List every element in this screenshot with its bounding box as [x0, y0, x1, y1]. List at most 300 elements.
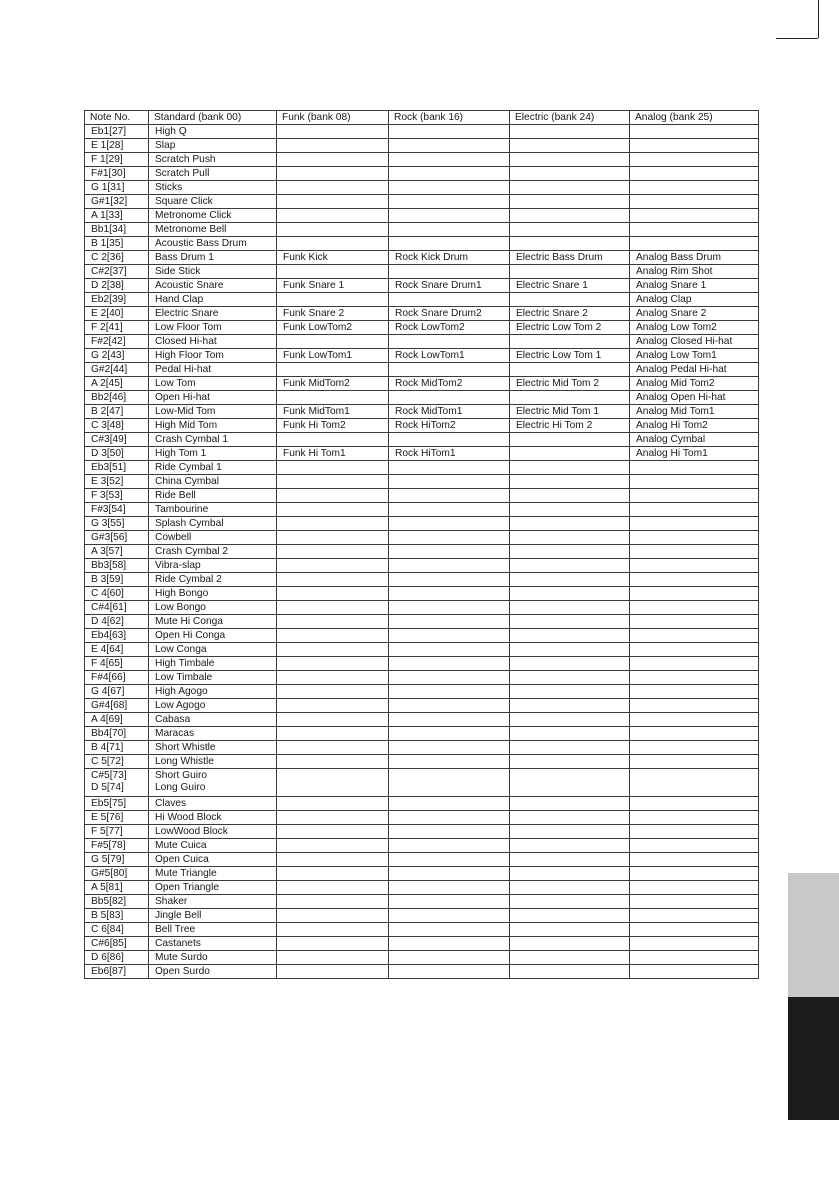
standard-cell: High Tom 1	[149, 447, 277, 461]
rock-cell	[389, 769, 510, 797]
funk-cell	[277, 699, 389, 713]
electric-cell	[510, 741, 630, 755]
table-row	[85, 965, 759, 979]
table-row	[85, 769, 759, 797]
rock-cell	[389, 853, 510, 867]
electric-cell	[510, 167, 630, 181]
funk-cell	[277, 531, 389, 545]
header-funk: Funk (bank 08)	[277, 111, 389, 125]
funk-cell	[277, 951, 389, 965]
rock-cell	[389, 587, 510, 601]
analog-cell	[630, 755, 759, 769]
standard-cell: Low Timbale	[149, 671, 277, 685]
note-cell: C 2[36]	[85, 251, 149, 265]
analog-cell	[630, 909, 759, 923]
analog-cell	[630, 713, 759, 727]
note-cell: Bb2[46]	[85, 391, 149, 405]
funk-cell	[277, 601, 389, 615]
electric-cell	[510, 531, 630, 545]
note-cell: Eb4[63]	[85, 629, 149, 643]
note-cell: F 4[65]	[85, 657, 149, 671]
note-cell: C#6[85]	[85, 937, 149, 951]
rock-cell	[389, 839, 510, 853]
funk-cell	[277, 629, 389, 643]
rock-cell: Rock Kick Drum	[389, 251, 510, 265]
rock-cell: Rock MidTom2	[389, 377, 510, 391]
standard-cell: Scratch Push	[149, 153, 277, 167]
rock-cell	[389, 881, 510, 895]
analog-cell	[630, 545, 759, 559]
funk-cell	[277, 769, 389, 797]
standard-cell: Closed Hi-hat	[149, 335, 277, 349]
analog-cell	[630, 209, 759, 223]
standard-cell: Cabasa	[149, 713, 277, 727]
electric-cell	[510, 153, 630, 167]
standard-cell-line: Long Guiro	[155, 782, 206, 793]
note-cell: F#1[30]	[85, 167, 149, 181]
funk-cell	[277, 559, 389, 573]
table-row	[85, 867, 759, 881]
standard-cell: Hand Clap	[149, 293, 277, 307]
standard-cell: Open Surdo	[149, 965, 277, 979]
funk-cell	[277, 517, 389, 531]
rock-cell	[389, 867, 510, 881]
table-row	[85, 741, 759, 755]
note-cell: F 1[29]	[85, 153, 149, 167]
table-row	[85, 797, 759, 811]
note-cell: A 5[81]	[85, 881, 149, 895]
funk-cell: Funk Kick	[277, 251, 389, 265]
funk-cell	[277, 587, 389, 601]
electric-cell	[510, 391, 630, 405]
electric-cell	[510, 237, 630, 251]
note-cell: D 3[50]	[85, 447, 149, 461]
standard-cell: Open Triangle	[149, 881, 277, 895]
rock-cell	[389, 209, 510, 223]
note-cell: D 6[86]	[85, 951, 149, 965]
rock-cell	[389, 559, 510, 573]
table-row	[85, 755, 759, 769]
table-row	[85, 489, 759, 503]
standard-cell: Crash Cymbal 1	[149, 433, 277, 447]
analog-cell	[630, 531, 759, 545]
analog-cell	[630, 503, 759, 517]
table-row	[85, 657, 759, 671]
analog-cell: Analog Low Tom1	[630, 349, 759, 363]
table-row	[85, 573, 759, 587]
electric-cell	[510, 797, 630, 811]
table-row	[85, 811, 759, 825]
crop-mark-horizontal	[776, 38, 818, 39]
note-cell: G 5[79]	[85, 853, 149, 867]
rock-cell	[389, 475, 510, 489]
rock-cell	[389, 895, 510, 909]
funk-cell: Funk Snare 2	[277, 307, 389, 321]
table-row	[85, 307, 759, 321]
note-cell: B 4[71]	[85, 741, 149, 755]
table-row	[85, 139, 759, 153]
section-tab-grey	[788, 873, 839, 997]
rock-cell	[389, 363, 510, 377]
note-cell: G 3[55]	[85, 517, 149, 531]
analog-cell	[630, 125, 759, 139]
note-cell: C 6[84]	[85, 923, 149, 937]
note-cell: F 5[77]	[85, 825, 149, 839]
electric-cell	[510, 643, 630, 657]
note-cell: G#5[80]	[85, 867, 149, 881]
note-cell: D 2[38]	[85, 279, 149, 293]
table-row	[85, 293, 759, 307]
rock-cell	[389, 923, 510, 937]
table-row	[85, 461, 759, 475]
table-row	[85, 643, 759, 657]
standard-cell: Ride Cymbal 2	[149, 573, 277, 587]
standard-cell: Low Bongo	[149, 601, 277, 615]
analog-cell	[630, 811, 759, 825]
funk-cell	[277, 181, 389, 195]
note-cell: B 5[83]	[85, 909, 149, 923]
standard-cell: Mute Cuica	[149, 839, 277, 853]
standard-cell: Low Agogo	[149, 699, 277, 713]
analog-cell: Analog Snare 2	[630, 307, 759, 321]
note-cell: F 3[53]	[85, 489, 149, 503]
funk-cell	[277, 545, 389, 559]
standard-cell: Open Cuica	[149, 853, 277, 867]
note-cell: G 4[67]	[85, 685, 149, 699]
table-row	[85, 685, 759, 699]
note-cell: B 1[35]	[85, 237, 149, 251]
standard-cell: Metronome Bell	[149, 223, 277, 237]
analog-cell	[630, 629, 759, 643]
analog-cell: Analog Bass Drum	[630, 251, 759, 265]
rock-cell	[389, 153, 510, 167]
table-row	[85, 601, 759, 615]
rock-cell	[389, 237, 510, 251]
table-row	[85, 279, 759, 293]
table-row	[85, 531, 759, 545]
drum-kit-table	[84, 110, 759, 979]
electric-cell	[510, 433, 630, 447]
electric-cell	[510, 335, 630, 349]
standard-cell: Tambourine	[149, 503, 277, 517]
table-row	[85, 419, 759, 433]
rock-cell	[389, 545, 510, 559]
funk-cell: Funk Hi Tom1	[277, 447, 389, 461]
funk-cell	[277, 657, 389, 671]
electric-cell	[510, 545, 630, 559]
rock-cell	[389, 825, 510, 839]
note-cell: G#1[32]	[85, 195, 149, 209]
standard-cell: High Floor Tom	[149, 349, 277, 363]
funk-cell	[277, 265, 389, 279]
table-row	[85, 937, 759, 951]
note-cell: F#2[42]	[85, 335, 149, 349]
header-rock: Rock (bank 16)	[389, 111, 510, 125]
table-header-row	[85, 111, 759, 125]
note-cell: C 4[60]	[85, 587, 149, 601]
table-row	[85, 951, 759, 965]
analog-cell	[630, 853, 759, 867]
electric-cell	[510, 223, 630, 237]
electric-cell	[510, 517, 630, 531]
note-cell: C#4[61]	[85, 601, 149, 615]
electric-cell	[510, 699, 630, 713]
analog-cell	[630, 195, 759, 209]
rock-cell	[389, 125, 510, 139]
standard-cell: Pedal Hi-hat	[149, 363, 277, 377]
note-cell: C#2[37]	[85, 265, 149, 279]
table-row	[85, 433, 759, 447]
rock-cell	[389, 601, 510, 615]
electric-cell	[510, 461, 630, 475]
electric-cell	[510, 503, 630, 517]
table-row	[85, 825, 759, 839]
table-row	[85, 265, 759, 279]
standard-cell: Slap	[149, 139, 277, 153]
funk-cell	[277, 223, 389, 237]
note-cell-line: D 5[74]	[91, 782, 124, 793]
funk-cell: Funk MidTom1	[277, 405, 389, 419]
table-row	[85, 853, 759, 867]
funk-cell: Funk LowTom1	[277, 349, 389, 363]
note-cell: G 1[31]	[85, 181, 149, 195]
header-electric: Electric (bank 24)	[510, 111, 630, 125]
note-cell: F#5[78]	[85, 839, 149, 853]
electric-cell	[510, 825, 630, 839]
funk-cell	[277, 811, 389, 825]
rock-cell	[389, 657, 510, 671]
table-row	[85, 587, 759, 601]
analog-cell: Analog Hi Tom1	[630, 447, 759, 461]
rock-cell: Rock LowTom2	[389, 321, 510, 335]
analog-cell	[630, 587, 759, 601]
standard-cell: Long Whistle	[149, 755, 277, 769]
standard-cell: Mute Surdo	[149, 951, 277, 965]
analog-cell	[630, 685, 759, 699]
rock-cell	[389, 293, 510, 307]
funk-cell	[277, 615, 389, 629]
standard-cell: Low Conga	[149, 643, 277, 657]
rock-cell	[389, 139, 510, 153]
note-cell: G 2[43]	[85, 349, 149, 363]
funk-cell	[277, 937, 389, 951]
rock-cell	[389, 181, 510, 195]
rock-cell	[389, 573, 510, 587]
electric-cell	[510, 615, 630, 629]
note-cell: A 1[33]	[85, 209, 149, 223]
standard-cell: Acoustic Bass Drum	[149, 237, 277, 251]
table-row	[85, 475, 759, 489]
analog-cell	[630, 461, 759, 475]
standard-cell: Shaker	[149, 895, 277, 909]
section-tab-black	[788, 997, 839, 1120]
table-row	[85, 517, 759, 531]
rock-cell: Rock HiTom1	[389, 447, 510, 461]
standard-cell: China Cymbal	[149, 475, 277, 489]
analog-cell	[630, 237, 759, 251]
standard-cell: Low Floor Tom	[149, 321, 277, 335]
table-row	[85, 377, 759, 391]
electric-cell: Electric Snare 2	[510, 307, 630, 321]
standard-cell: Metronome Click	[149, 209, 277, 223]
standard-cell: Open Hi-hat	[149, 391, 277, 405]
funk-cell	[277, 867, 389, 881]
funk-cell	[277, 167, 389, 181]
rock-cell	[389, 699, 510, 713]
analog-cell	[630, 951, 759, 965]
rock-cell	[389, 629, 510, 643]
funk-cell	[277, 489, 389, 503]
analog-cell	[630, 727, 759, 741]
note-cell: Eb3[51]	[85, 461, 149, 475]
electric-cell	[510, 727, 630, 741]
analog-cell: Analog Pedal Hi-hat	[630, 363, 759, 377]
rock-cell	[389, 265, 510, 279]
rock-cell	[389, 195, 510, 209]
analog-cell	[630, 153, 759, 167]
header-analog: Analog (bank 25)	[630, 111, 759, 125]
electric-cell	[510, 685, 630, 699]
analog-cell	[630, 881, 759, 895]
rock-cell	[389, 811, 510, 825]
funk-cell: Funk Hi Tom2	[277, 419, 389, 433]
analog-cell	[630, 657, 759, 671]
table-row	[85, 629, 759, 643]
funk-cell	[277, 797, 389, 811]
standard-cell: Low-Mid Tom	[149, 405, 277, 419]
electric-cell	[510, 867, 630, 881]
funk-cell	[277, 293, 389, 307]
analog-cell	[630, 517, 759, 531]
note-cell: E 3[52]	[85, 475, 149, 489]
electric-cell	[510, 937, 630, 951]
standard-cell: Maracas	[149, 727, 277, 741]
rock-cell	[389, 489, 510, 503]
table-row	[85, 335, 759, 349]
note-cell: B 2[47]	[85, 405, 149, 419]
standard-cell: High Q	[149, 125, 277, 139]
electric-cell	[510, 881, 630, 895]
funk-cell	[277, 237, 389, 251]
analog-cell: Analog Mid Tom2	[630, 377, 759, 391]
analog-cell	[630, 559, 759, 573]
electric-cell	[510, 363, 630, 377]
analog-cell	[630, 223, 759, 237]
standard-cell	[149, 769, 277, 797]
note-cell: Bb5[82]	[85, 895, 149, 909]
analog-cell	[630, 601, 759, 615]
standard-cell: Open Hi Conga	[149, 629, 277, 643]
standard-cell: High Timbale	[149, 657, 277, 671]
rock-cell	[389, 671, 510, 685]
standard-cell: Hi Wood Block	[149, 811, 277, 825]
standard-cell: Mute Triangle	[149, 867, 277, 881]
note-cell: Eb1[27]	[85, 125, 149, 139]
table-row	[85, 181, 759, 195]
note-cell: Bb4[70]	[85, 727, 149, 741]
table-row	[85, 391, 759, 405]
funk-cell	[277, 475, 389, 489]
analog-cell	[630, 825, 759, 839]
note-cell: C 5[72]	[85, 755, 149, 769]
funk-cell	[277, 363, 389, 377]
electric-cell	[510, 447, 630, 461]
standard-cell: Sticks	[149, 181, 277, 195]
standard-cell: Bell Tree	[149, 923, 277, 937]
standard-cell: Side Stick	[149, 265, 277, 279]
analog-cell	[630, 167, 759, 181]
note-cell: Bb1[34]	[85, 223, 149, 237]
funk-cell	[277, 741, 389, 755]
table-row	[85, 839, 759, 853]
standard-cell: Ride Bell	[149, 489, 277, 503]
analog-cell	[630, 839, 759, 853]
rock-cell	[389, 755, 510, 769]
note-cell: G#3[56]	[85, 531, 149, 545]
table-row	[85, 671, 759, 685]
rock-cell	[389, 713, 510, 727]
standard-cell: Claves	[149, 797, 277, 811]
electric-cell	[510, 895, 630, 909]
rock-cell	[389, 335, 510, 349]
electric-cell	[510, 909, 630, 923]
standard-cell: Cowbell	[149, 531, 277, 545]
table-row	[85, 237, 759, 251]
table-row	[85, 405, 759, 419]
standard-cell: Scratch Pull	[149, 167, 277, 181]
table-row	[85, 727, 759, 741]
analog-cell	[630, 895, 759, 909]
standard-cell: High Agogo	[149, 685, 277, 699]
note-cell: G#2[44]	[85, 363, 149, 377]
electric-cell	[510, 573, 630, 587]
electric-cell	[510, 839, 630, 853]
header-standard: Standard (bank 00)	[149, 111, 277, 125]
note-cell-line: C#5[73]	[91, 770, 127, 781]
funk-cell	[277, 881, 389, 895]
funk-cell	[277, 965, 389, 979]
rock-cell: Rock Snare Drum1	[389, 279, 510, 293]
table-row	[85, 545, 759, 559]
table-row	[85, 363, 759, 377]
note-cell: B 3[59]	[85, 573, 149, 587]
table-row	[85, 923, 759, 937]
electric-cell: Electric Mid Tom 1	[510, 405, 630, 419]
table-row	[85, 251, 759, 265]
electric-cell: Electric Low Tom 2	[510, 321, 630, 335]
standard-cell: LowWood Block	[149, 825, 277, 839]
table-row	[85, 321, 759, 335]
standard-cell: Low Tom	[149, 377, 277, 391]
electric-cell	[510, 181, 630, 195]
standard-cell: Crash Cymbal 2	[149, 545, 277, 559]
funk-cell	[277, 671, 389, 685]
rock-cell: Rock HiTom2	[389, 419, 510, 433]
header-note-no: Note No.	[85, 111, 149, 125]
standard-cell: Splash Cymbal	[149, 517, 277, 531]
analog-cell	[630, 699, 759, 713]
analog-cell	[630, 181, 759, 195]
rock-cell	[389, 685, 510, 699]
table-row	[85, 503, 759, 517]
table-row	[85, 447, 759, 461]
table-row	[85, 349, 759, 363]
note-cell: G#4[68]	[85, 699, 149, 713]
note-cell: Eb6[87]	[85, 965, 149, 979]
analog-cell	[630, 965, 759, 979]
electric-cell	[510, 713, 630, 727]
electric-cell: Electric Hi Tom 2	[510, 419, 630, 433]
